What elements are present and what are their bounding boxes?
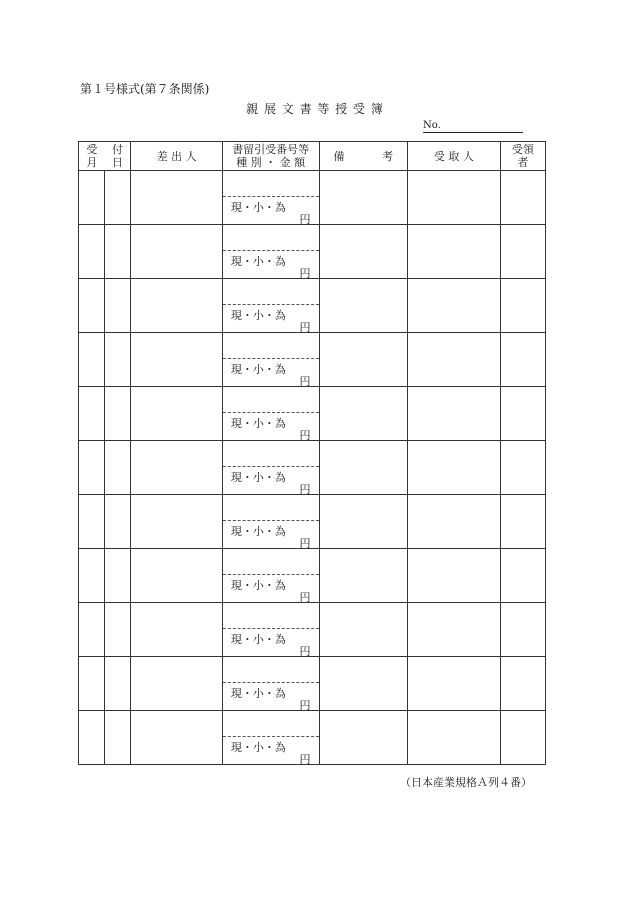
type-options: 現・小・為 [230, 579, 286, 592]
type-amount-area[interactable] [223, 683, 319, 710]
yen-unit: 円 [299, 591, 311, 604]
type-options: 現・小・為 [230, 417, 286, 430]
header-received-date: 受 付 月 日 [79, 142, 131, 171]
receiver-cell[interactable] [408, 603, 501, 657]
type-options: 現・小・為 [230, 633, 286, 646]
type-amount-area[interactable] [223, 305, 319, 332]
registration-cell[interactable] [222, 225, 319, 279]
remarks-cell[interactable] [319, 171, 408, 225]
page-title: 親 展 文 書 等 授 受 簿 [246, 102, 384, 116]
table-row [79, 711, 546, 765]
registration-number-area[interactable] [223, 549, 319, 575]
ledger-table [78, 141, 546, 765]
registration-cell[interactable] [222, 441, 319, 495]
table-row [79, 495, 546, 549]
registration-cell[interactable] [222, 657, 319, 711]
type-amount-area[interactable] [223, 197, 319, 224]
yen-unit: 円 [299, 429, 311, 442]
receiver-cell[interactable] [408, 171, 501, 225]
remarks-cell[interactable] [319, 549, 408, 603]
receiver-cell[interactable] [408, 711, 501, 765]
type-amount-area[interactable] [223, 575, 319, 602]
receiver-cell[interactable] [408, 549, 501, 603]
type-amount-area[interactable] [223, 359, 319, 386]
type-options: 現・小・為 [230, 471, 286, 484]
day-cell[interactable] [105, 603, 131, 657]
signer-cell[interactable] [500, 333, 545, 387]
sender-cell[interactable] [131, 225, 223, 279]
type-amount-area[interactable] [223, 467, 319, 494]
month-cell[interactable] [79, 711, 105, 765]
receiver-cell[interactable] [408, 279, 501, 333]
table-row [79, 387, 546, 441]
sender-cell[interactable] [131, 549, 223, 603]
signer-cell[interactable] [500, 549, 545, 603]
registration-cell[interactable] [222, 387, 319, 441]
day-cell[interactable] [105, 279, 131, 333]
signer-cell[interactable] [500, 387, 545, 441]
registration-number-area[interactable] [223, 657, 319, 683]
form-number-label: 第１号様式(第７条関係) [80, 82, 210, 96]
signer-cell[interactable] [500, 441, 545, 495]
header-remarks: 備 考 [319, 142, 408, 171]
month-cell[interactable] [79, 549, 105, 603]
table-row [79, 333, 546, 387]
registration-cell[interactable] [222, 171, 319, 225]
sender-cell[interactable] [131, 711, 223, 765]
type-options: 現・小・為 [230, 363, 286, 376]
type-options: 現・小・為 [230, 201, 286, 214]
registration-number-area[interactable] [223, 333, 319, 359]
number-field[interactable] [423, 120, 523, 133]
paper-size-note: （日本産業規格Ａ列４番） [400, 776, 532, 789]
signer-cell[interactable] [500, 495, 545, 549]
yen-unit: 円 [299, 267, 311, 280]
registration-number-area[interactable] [223, 495, 319, 521]
table-row [79, 657, 546, 711]
type-options: 現・小・為 [230, 309, 286, 322]
table-header-row [79, 142, 546, 171]
table-row [79, 603, 546, 657]
registration-number-area[interactable] [223, 603, 319, 629]
remarks-cell[interactable] [319, 279, 408, 333]
month-cell[interactable] [79, 171, 105, 225]
signer-cell[interactable] [500, 225, 545, 279]
receiver-cell[interactable] [408, 387, 501, 441]
month-cell[interactable] [79, 279, 105, 333]
sender-cell[interactable] [131, 495, 223, 549]
type-amount-area[interactable] [223, 413, 319, 440]
type-amount-area[interactable] [223, 629, 319, 656]
remarks-cell[interactable] [319, 711, 408, 765]
registration-cell[interactable] [222, 495, 319, 549]
sender-cell[interactable] [131, 387, 223, 441]
header-signer: 受領 者 [500, 142, 545, 171]
month-cell[interactable] [79, 387, 105, 441]
yen-unit: 円 [299, 699, 311, 712]
table-row [79, 441, 546, 495]
month-cell[interactable] [79, 495, 105, 549]
sender-cell[interactable] [131, 279, 223, 333]
sender-cell[interactable] [131, 657, 223, 711]
type-options: 現・小・為 [230, 255, 286, 268]
type-options: 現・小・為 [230, 741, 286, 754]
month-cell[interactable] [79, 333, 105, 387]
receiver-cell[interactable] [408, 225, 501, 279]
yen-unit: 円 [299, 753, 311, 766]
type-amount-area[interactable] [223, 521, 319, 548]
registration-number-area[interactable] [223, 387, 319, 413]
sender-cell[interactable] [131, 441, 223, 495]
day-cell[interactable] [105, 549, 131, 603]
registration-cell[interactable] [222, 333, 319, 387]
remarks-cell[interactable] [319, 603, 408, 657]
day-cell[interactable] [105, 333, 131, 387]
day-cell[interactable] [105, 171, 131, 225]
sender-cell[interactable] [131, 333, 223, 387]
registration-number-area[interactable] [223, 225, 319, 251]
registration-number-area[interactable] [223, 441, 319, 467]
yen-unit: 円 [299, 537, 311, 550]
signer-cell[interactable] [500, 279, 545, 333]
registration-cell[interactable] [222, 711, 319, 765]
month-cell[interactable] [79, 441, 105, 495]
table-row [79, 279, 546, 333]
month-cell[interactable] [79, 225, 105, 279]
header-sender: 差 出 人 [131, 142, 223, 171]
signer-cell[interactable] [500, 603, 545, 657]
day-cell[interactable] [105, 495, 131, 549]
receiver-cell[interactable] [408, 441, 501, 495]
remarks-cell[interactable] [319, 441, 408, 495]
signer-cell[interactable] [500, 657, 545, 711]
receiver-cell[interactable] [408, 495, 501, 549]
day-cell[interactable] [105, 387, 131, 441]
signer-cell[interactable] [500, 171, 545, 225]
remarks-cell[interactable] [319, 225, 408, 279]
type-options: 現・小・為 [230, 687, 286, 700]
registration-cell[interactable] [222, 549, 319, 603]
yen-unit: 円 [299, 321, 311, 334]
day-cell[interactable] [105, 711, 131, 765]
registration-number-area[interactable] [223, 711, 319, 737]
registration-cell[interactable] [222, 279, 319, 333]
yen-unit: 円 [299, 375, 311, 388]
registration-number-area[interactable] [223, 279, 319, 305]
type-options: 現・小・為 [230, 525, 286, 538]
remarks-cell[interactable] [319, 495, 408, 549]
table-row [79, 225, 546, 279]
table-row [79, 171, 546, 225]
registration-number-area[interactable] [223, 171, 319, 197]
type-amount-area[interactable] [223, 251, 319, 278]
remarks-cell[interactable] [319, 387, 408, 441]
sender-cell[interactable] [131, 603, 223, 657]
remarks-cell[interactable] [319, 657, 408, 711]
number-label: No. [423, 120, 441, 131]
day-cell[interactable] [105, 657, 131, 711]
yen-unit: 円 [299, 483, 311, 496]
yen-unit: 円 [299, 645, 311, 658]
day-cell[interactable] [105, 441, 131, 495]
signer-cell[interactable] [500, 711, 545, 765]
receiver-cell[interactable] [408, 657, 501, 711]
header-registration: 書留引受番号等 種 別 ・ 金 額 [222, 142, 319, 171]
month-cell[interactable] [79, 603, 105, 657]
yen-unit: 円 [299, 213, 311, 226]
table-row [79, 549, 546, 603]
remarks-cell[interactable] [319, 333, 408, 387]
header-receiver: 受 取 人 [408, 142, 501, 171]
day-cell[interactable] [105, 225, 131, 279]
registration-cell[interactable] [222, 603, 319, 657]
receiver-cell[interactable] [408, 333, 501, 387]
type-amount-area[interactable] [223, 737, 319, 764]
sender-cell[interactable] [131, 171, 223, 225]
month-cell[interactable] [79, 657, 105, 711]
